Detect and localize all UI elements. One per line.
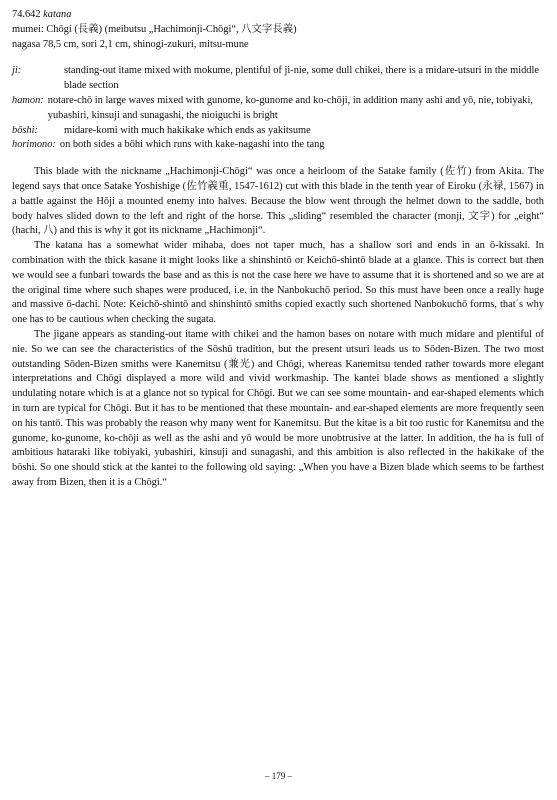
paragraph-jigane: The jigane appears as standing-out itame with chikei and the hamon bases on notare with much midare and plentiful of nie. So we can see the characteristics of the Sōshū tradition, but the present utsuri leads us to Sōden-Bizen. The two most outstanding Sōden-Bizen smiths were Kanemitsu (兼光) and Chōgi, whereas Kanemitsu tended rather towards more elegant interpretations and Chōgi displayed a more wild and vivid workmaship. The kantei blade shows as mentioned a slightly undulating notare which is at a glance not so typical for Chōgi. But we can see some mountain- and ear-shaped elements which in turn are typical for Chōgi. But it has to be mentioned that these mountain- and ear-shaped elements are more frequently seen on his tantō. This was probably the reason why many went for Kanemitsu. But the kitae is a bit too rustic for Kanemitsu and the gunome, ko-gunome, ko-chōji as well as the ashi and yō would be more unobtrusive at the latter. In addition, the ha is full of ambitious hataraki like tobiyaki, yubashiri, kinsuji and sunagashi, and this ambition is also reflected in the hakikake of the bōshi. So one should stick at the kantei to the following old saying: „When you have a Bizen blade which seems to be farthest away from Bizen, then it is a Chōgi.“ — [12, 328, 544, 488]
spec-row-boshi — [12, 124, 544, 139]
page-number: – 179 – — [265, 771, 292, 781]
commentary-body — [12, 165, 544, 491]
entry-number: 74.642 — [12, 9, 44, 20]
blade-type: katana — [43, 9, 72, 20]
specification-list — [12, 64, 544, 153]
paragraph-shape: The katana has a somewhat wider mihaba, does not taper much, has a shallow sori and ends in an ō-kissaki. In combination with the thick kasane it might looks like a shinshintō or Keichō-shintō blade at a glance. This is correct but then we would see a funbari towards the base and as this is not the case here we have to assume that it is shortened and so we are at the original time where such shapes were produced, i.e. in the Nanbokuchō period. So this must have been once a really huge and massive ō-dachi. Note: Keichō-shintō and shinshintō smiths copied exactly such shortened Nanbokuchō forms, that´s why one has to be cautious when checking the sugata. — [12, 240, 544, 326]
spec-label: bōshi: — [12, 124, 38, 136]
attribution-line: mumei: Chōgi (長義) (meibutsu „Hachimonji-Chōgi“, 八文字長義) — [12, 23, 297, 35]
paragraph-nickname: This blade with the nickname „Hachimonji-Chōgi“ was once a heirloom of the Satake family (佐竹) from Akita. The legend says that once Satake Yoshishige (佐竹義重, 1547-1612) cut with this blade in the tenth year of Eiroku (永禄, 1567) in a battle against the Hōji a mounted enemy into halves. Because the blow went through the helmet down to the saddle, both body halves slided down to the left and right of the horse. This „sliding“ resembled the character (monji, 文字) for „eight“ (hachi, 八) and this is why it got its nickname „Hachimonji“. — [12, 166, 544, 237]
entry-number-line — [12, 8, 544, 23]
measurements-line: nagasa 78,5 cm, sori 2,1 cm, shinogi-zukuri, mitsu-mune — [12, 38, 249, 50]
spec-label: hamon: — [12, 94, 44, 106]
spec-text: midare-komi with much hakikake which ends as yakitsume — [64, 124, 311, 136]
spec-label: ji: — [12, 65, 22, 77]
document-page — [12, 8, 544, 491]
spec-text: standing-out itame mixed with mokume, plentiful of ji-nie, some dull chikei, there is a midare-utsuri in the middle blade section — [64, 65, 539, 92]
spec-text: notare-chō in large waves mixed with gunome, ko-gunome and ko-chōji, in addition many ashi and yō, nie, tobiyaki, yubashiri, kinsuji and sunagashi, the nioiguchi is bright — [47, 94, 533, 121]
spec-text: on both sides a bōhi which runs with kake-nagashi into the tang — [59, 139, 325, 151]
spec-row-ji — [12, 64, 544, 94]
spec-row-hamon — [12, 94, 544, 124]
spec-row-horimono — [12, 138, 544, 153]
spec-label: horimono: — [12, 139, 56, 151]
